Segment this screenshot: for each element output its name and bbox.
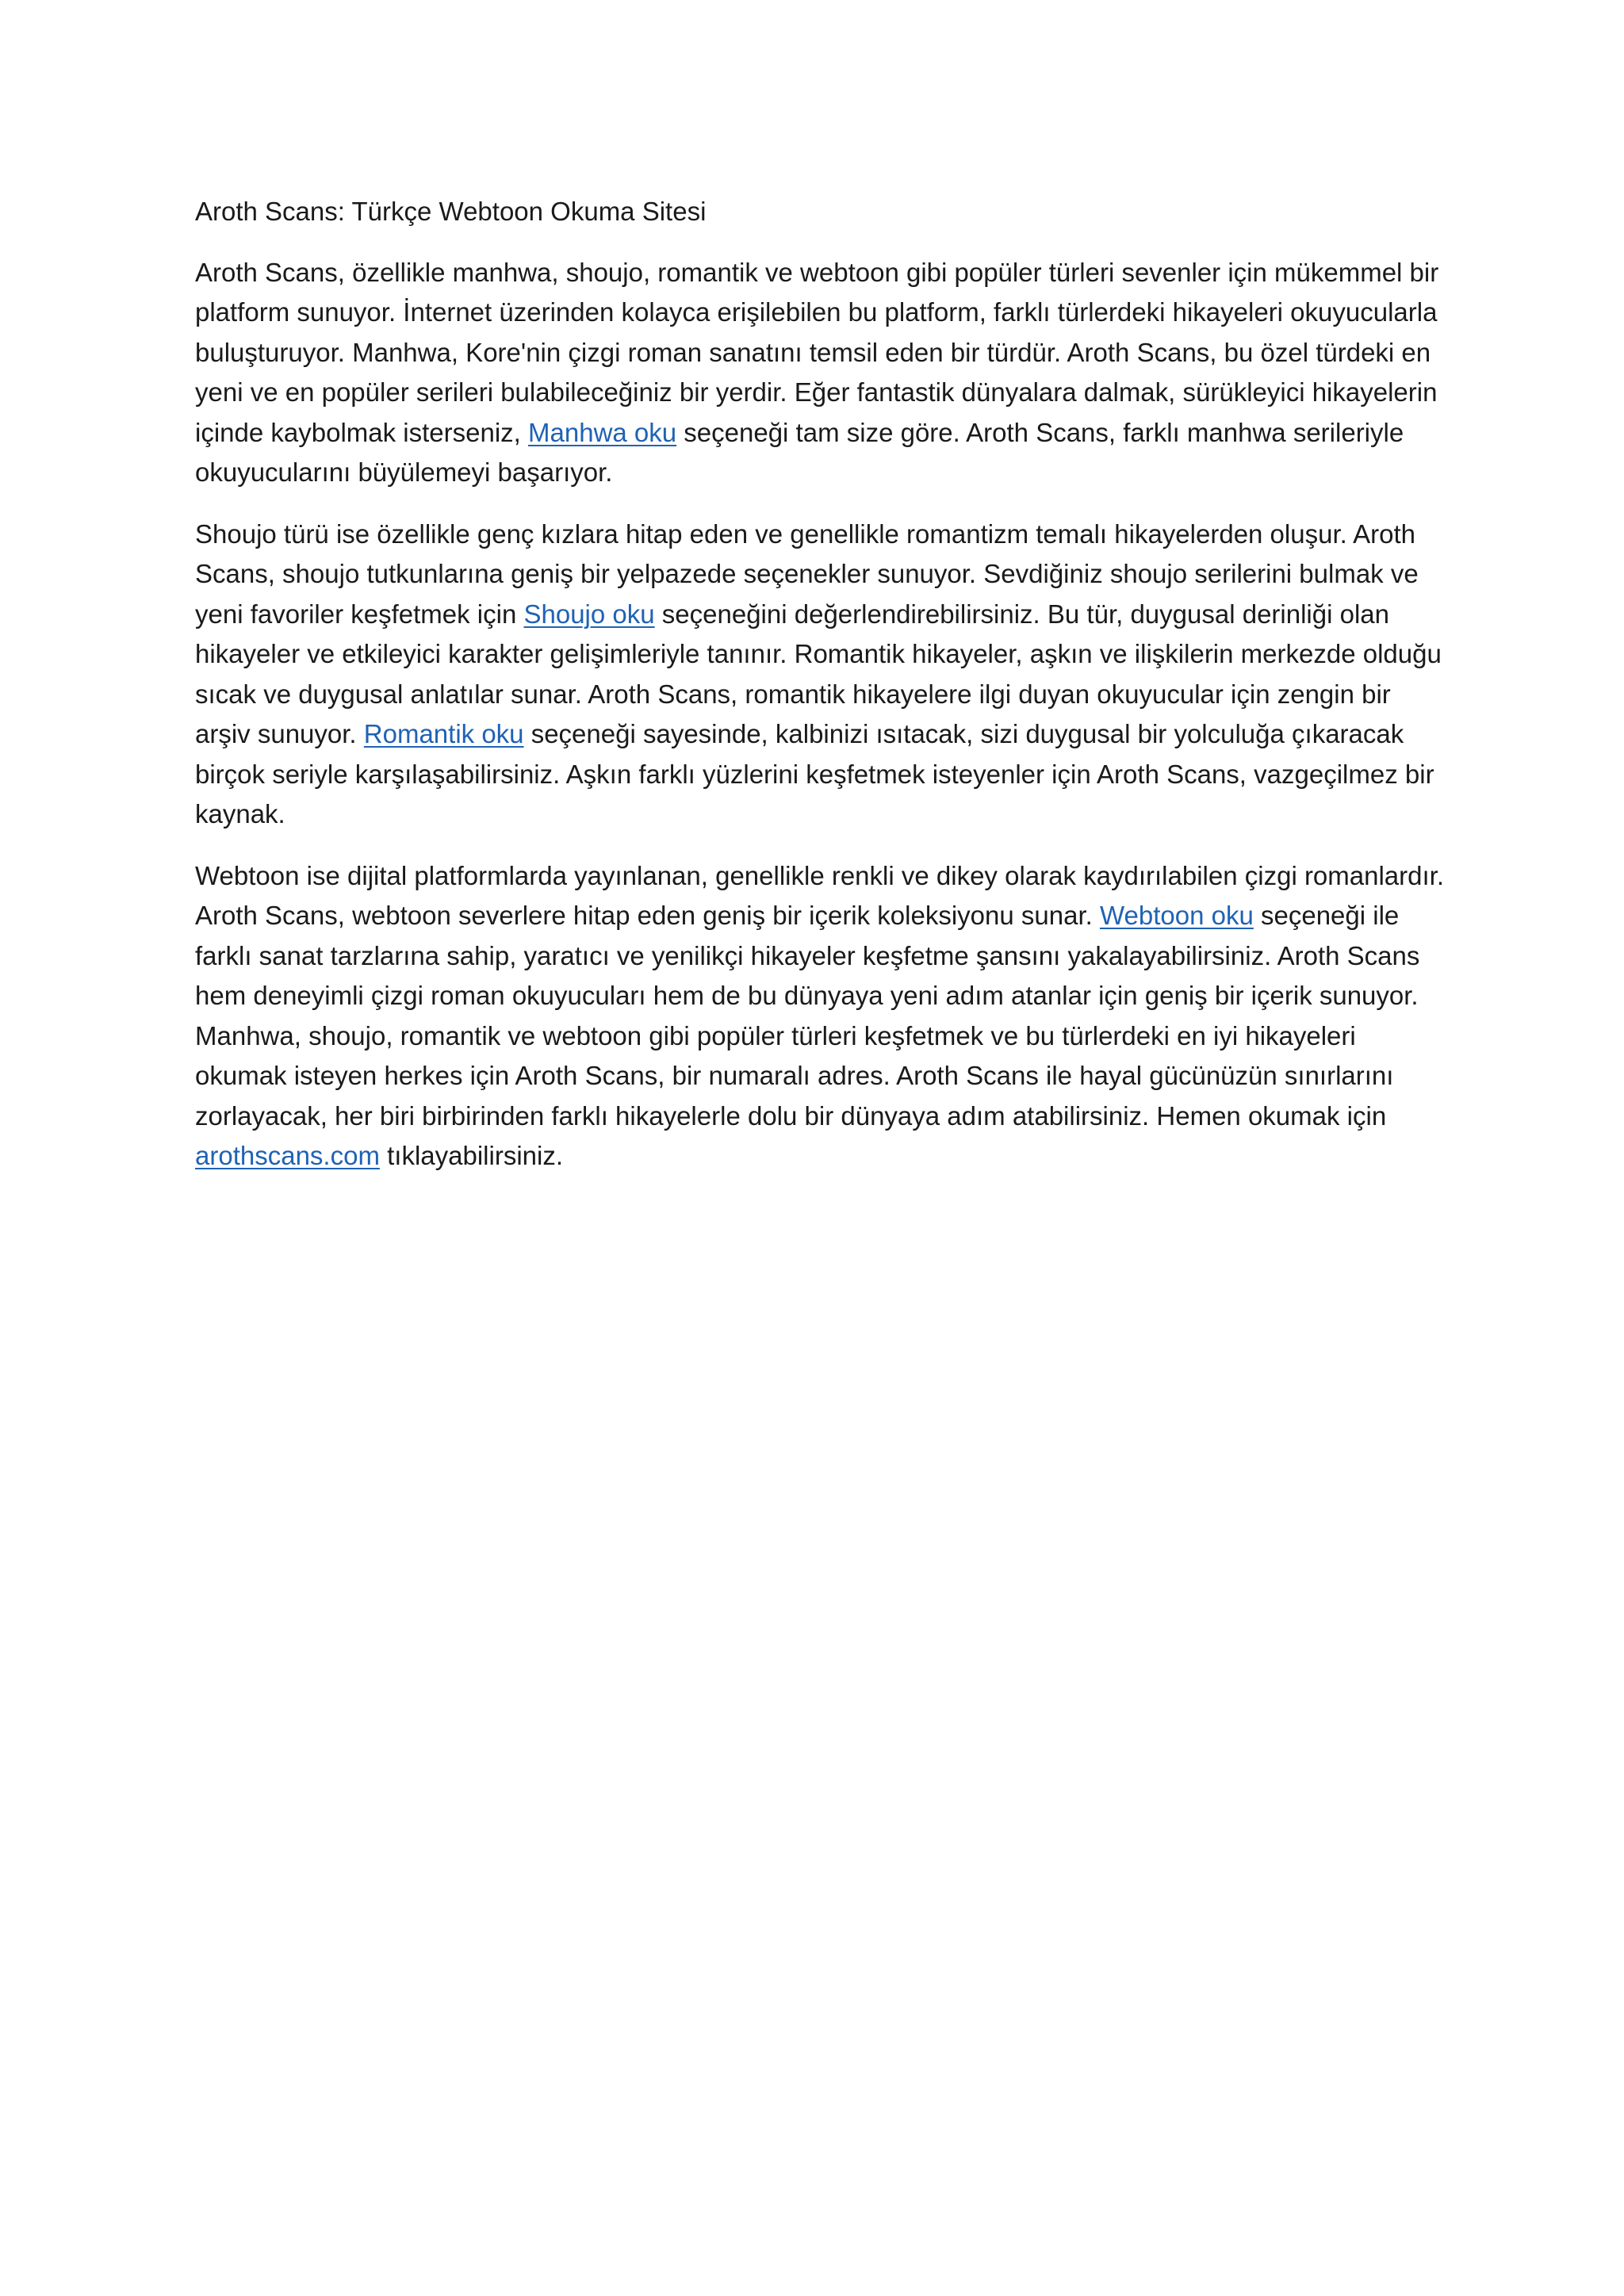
webtoon-oku-link[interactable]: Webtoon oku — [1099, 901, 1254, 930]
shoujo-oku-link[interactable]: Shoujo oku — [523, 599, 655, 629]
document-page — [195, 192, 1448, 1198]
document-title: Aroth Scans: Türkçe Webtoon Okuma Sitesi — [195, 197, 707, 226]
paragraph-text: Aroth Scans, özellikle manhwa, shoujo, romantik ve webtoon gibi popüler türleri sevenler için mükemmel bir platform sunuyor. İnternet üzerinden kolayca erişilebilen bu platform, farklı türlerdeki hikayeleri okuyucularla buluşturuyor. Manhwa, Kore'nin çizgi roman sanatını temsil eden bir türdür. Aroth Scans, bu özel türdeki en yeni ve en popüler serileri bulabileceğiniz bir yerdir. Eğer fantastik dünyalara dalmak, sürükleyici hikayelerin içinde kaybolmak isterseniz, — [195, 257, 1439, 447]
paragraph-webtoon — [195, 856, 1448, 1177]
paragraph-text: tıklayabilirsiniz. — [379, 1141, 564, 1170]
arothscans-link[interactable]: arothscans.com — [195, 1141, 380, 1170]
paragraph-text: seçeneğini değerlendirebilirsiniz. Bu tür, duygusal derinliği olan hikayeler ve etkileyici karakter gelişimleriyle tanınır. Romantik hikayeler, aşkın ve ilişkilerin merkezde olduğu sıcak ve duygusal anlatılar sunar. Aroth Scans, romantik hikayelere ilgi duyan okuyucular için zengin bir arşiv sunuyor. — [195, 599, 1442, 748]
romantik-oku-link[interactable]: Romantik oku — [363, 719, 524, 748]
paragraph-text: seçeneği sayesinde, kalbinizi ısıtacak, sizi duygusal bir yolculuğa çıkaracak birçok seriyle karşılaşabilirsiniz. Aşkın farklı yüzlerini keşfetmek isteyenler için Aroth Scans, vazgeçilmez bir kaynak. — [195, 719, 1434, 828]
paragraph-text: seçeneği tam size göre. Aroth Scans, farklı manhwa serileriyle okuyucularını büyülemeyi başarıyor. — [195, 417, 1404, 487]
paragraph-manhwa — [195, 253, 1448, 493]
paragraph-text: Webtoon ise dijital platformlarda yayınlanan, genellikle renkli ve dikey olarak kaydırılabilen çizgi romanlardır. Aroth Scans, webtoon severlere hitap eden geniş bir içerik koleksiyonu sunar. — [195, 860, 1445, 930]
paragraph-text: seçeneği ile farklı sanat tarzlarına sahip, yaratıcı ve yenilikçi hikayeler keşfetme şansını yakalayabilirsiniz. Aroth Scans hem deneyimli çizgi roman okuyucuları hem de bu dünyaya yeni adım atanlar için geniş bir içerik sunuyor. Manhwa, shoujo, romantik ve webtoon gibi popüler türleri keşfetmek ve bu türlerdeki en iyi hikayeleri okumak isteyen herkes için Aroth Scans, bir numaralı adres. Aroth Scans ile hayal gücünüzün sınırlarını zorlayacak, her biri birbirinden farklı hikayelerle dolu bir dünyaya adım atabilirsiniz. Hemen okumak için — [195, 901, 1420, 1131]
manhwa-oku-link[interactable]: Manhwa oku — [528, 417, 677, 447]
paragraph-shoujo — [195, 515, 1448, 835]
paragraph-text: Shoujo türü ise özellikle genç kızlara hitap eden ve genellikle romantizm temalı hikayelerden oluşur. Aroth Scans, shoujo tutkunlarına geniş bir yelpazede seçenekler sunuyor. Sevdiğiniz shoujo serilerini bulmak ve yeni favoriler keşfetmek için — [195, 519, 1419, 629]
